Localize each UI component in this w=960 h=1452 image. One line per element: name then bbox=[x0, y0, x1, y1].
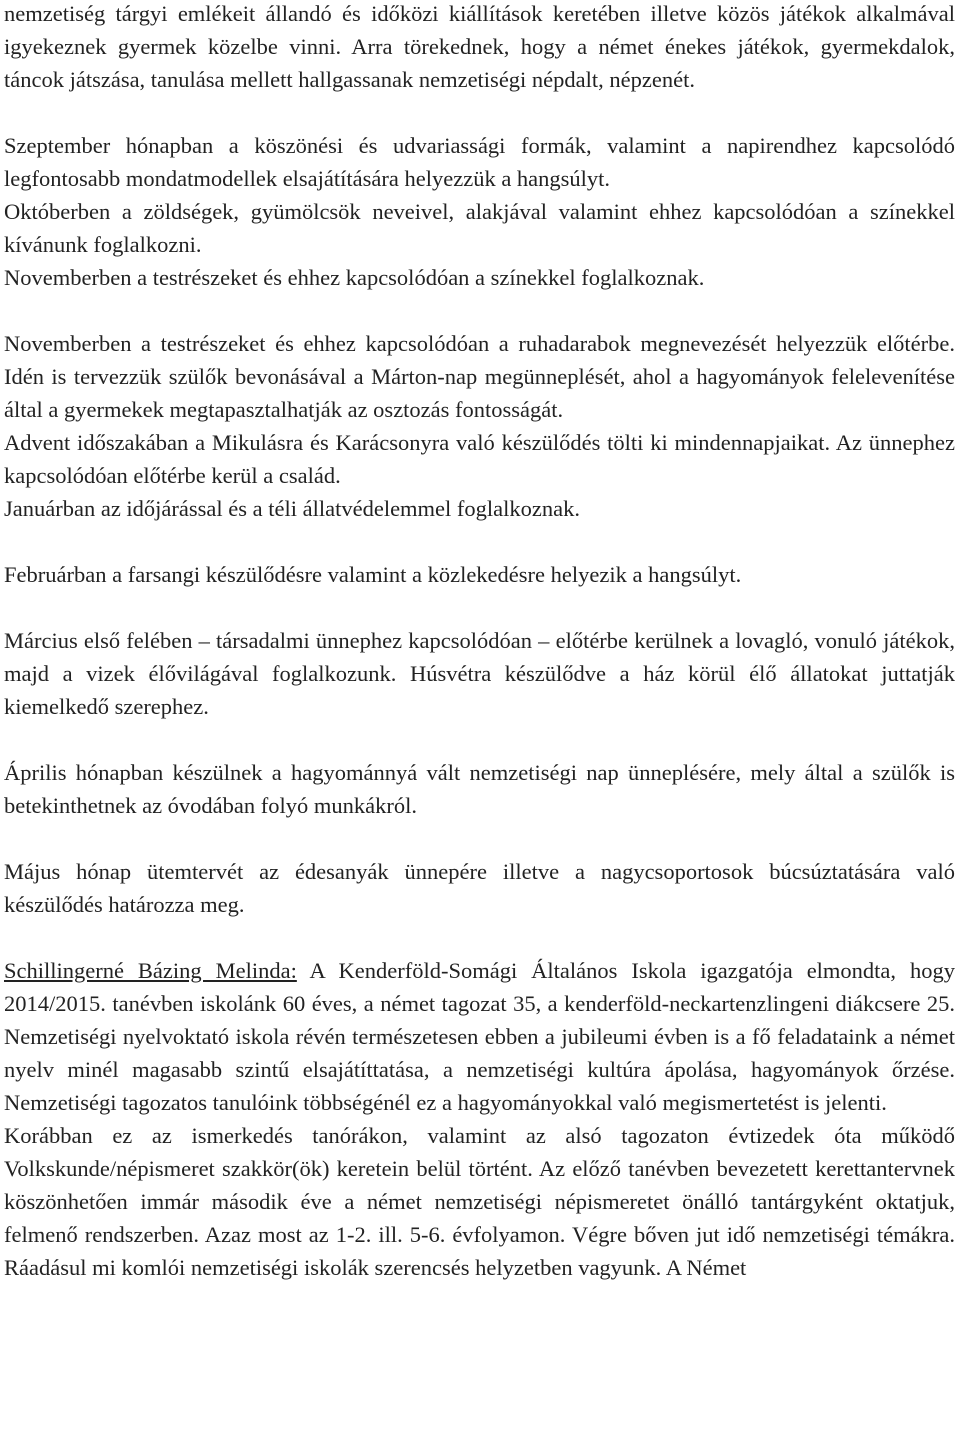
speaker-name: Schillingerné Bázing Melinda: bbox=[4, 958, 297, 983]
paragraph-november-colors: Novemberben a testrészeket és ehhez kapcsolódóan a színekkel foglalkoznak. bbox=[4, 265, 705, 290]
paragraph-september: Szeptember hónapban a köszönési és udvariassági formák, valamint a napirendhez kapcsolódó legfontosabb mondatmodellek elsajátítására helyezzük a hangsúlyt. bbox=[4, 133, 955, 191]
paragraph-october: Októberben a zöldségek, gyümölcsök neveivel, alakjával valamint ehhez kapcsolódóan a színekkel kívánunk foglalkozni. bbox=[4, 199, 955, 257]
paragraph-march: Március első felében – társadalmi ünnephez kapcsolódóan – előtérbe kerülnek a lovagló, vonuló játékok, majd a vizek élővilágával foglalkozunk. Húsvétra készülődve a ház körül élő állatokat juttatják kiemelkedő szerephez. bbox=[4, 628, 955, 719]
paragraph-folklore-subject: Korábban ez az ismerkedés tanórákon, valamint az alsó tagozaton évtizedek óta működő Volkskunde/népismeret szakkör(ök) keretein belül történt. Az előző tanévben bevezetett kerettantervnek köszönhetően immár második éve a német nemzetiségi népismeretet önálló tantárgyként oktatjuk, felmenő rendszerben. Azaz most az 1-2. ill. 5-6. évfolyamon. Végre bőven jut idő nemzetiségi témákra. Ráadásul mi komlói nemzetiségi iskolák szerencsés helyzetben vagyunk. A Német bbox=[4, 1123, 955, 1280]
paragraph-april: Április hónapban készülnek a hagyománnyá vált nemzetiségi nap ünneplésére, mely által a szülők is betekinthetnek az óvodában folyó munkákról. bbox=[4, 760, 955, 818]
paragraph-national-heritage: nemzetiség tárgyi emlékeit állandó és időközi kiállítások keretében illetve közös játékok alkalmával igyekeznek gyermek közelbe vinni. Arra törekednek, hogy a német énekes játékok, gyermekdalok, táncok játszása, tanulása mellett hallgassanak nemzetiségi népdalt, népzenét. bbox=[4, 1, 955, 92]
paragraph-school-report bbox=[4, 954, 955, 1119]
speaker-statement: A Kenderföld-Somági Általános Iskola igazgatója elmondta, hogy 2014/2015. tanévben iskolánk 60 éves, a német tagozat 35, a kenderföld-neckartenzlingeni diákcsere 25. Nemzetiségi nyelvoktató iskola révén természetesen ebben a jubileumi évben is a fő feladataink a német nyelv minél magasabb szintű elsajátíttatása, a nemzetiségi kultúra ápolása, hagyományok őrzése. Nemzetiségi tagozatos tanulóink többségénél ez a hagyományokkal való megismertetést is jelenti. bbox=[4, 958, 955, 1115]
paragraph-february: Februárban a farsangi készülődésre valamint a közlekedésre helyezik a hangsúlyt. bbox=[4, 562, 742, 587]
paragraph-advent: Advent időszakában a Mikulásra és Karácsonyra való készülődés tölti ki mindennapjaikat. Az ünnephez kapcsolódóan előtérbe kerül a család. bbox=[4, 430, 955, 488]
paragraph-january: Januárban az időjárással és a téli állatvédelemmel foglalkoznak. bbox=[4, 496, 581, 521]
paragraph-may: Május hónap ütemtervét az édesanyák ünnepére illetve a nagycsoportosok búcsúztatására való készülődés határozza meg. bbox=[4, 859, 955, 917]
paragraph-november-clothes: Novemberben a testrészeket és ehhez kapcsolódóan a ruhadarabok megnevezését helyezzük előtérbe. Idén is tervezzük szülők bevonásával a Márton-nap megünneplését, ahol a hagyományok felelevenítése által a gyermekek megtapasztalhatják az osztozás fontosságát. bbox=[4, 331, 955, 422]
